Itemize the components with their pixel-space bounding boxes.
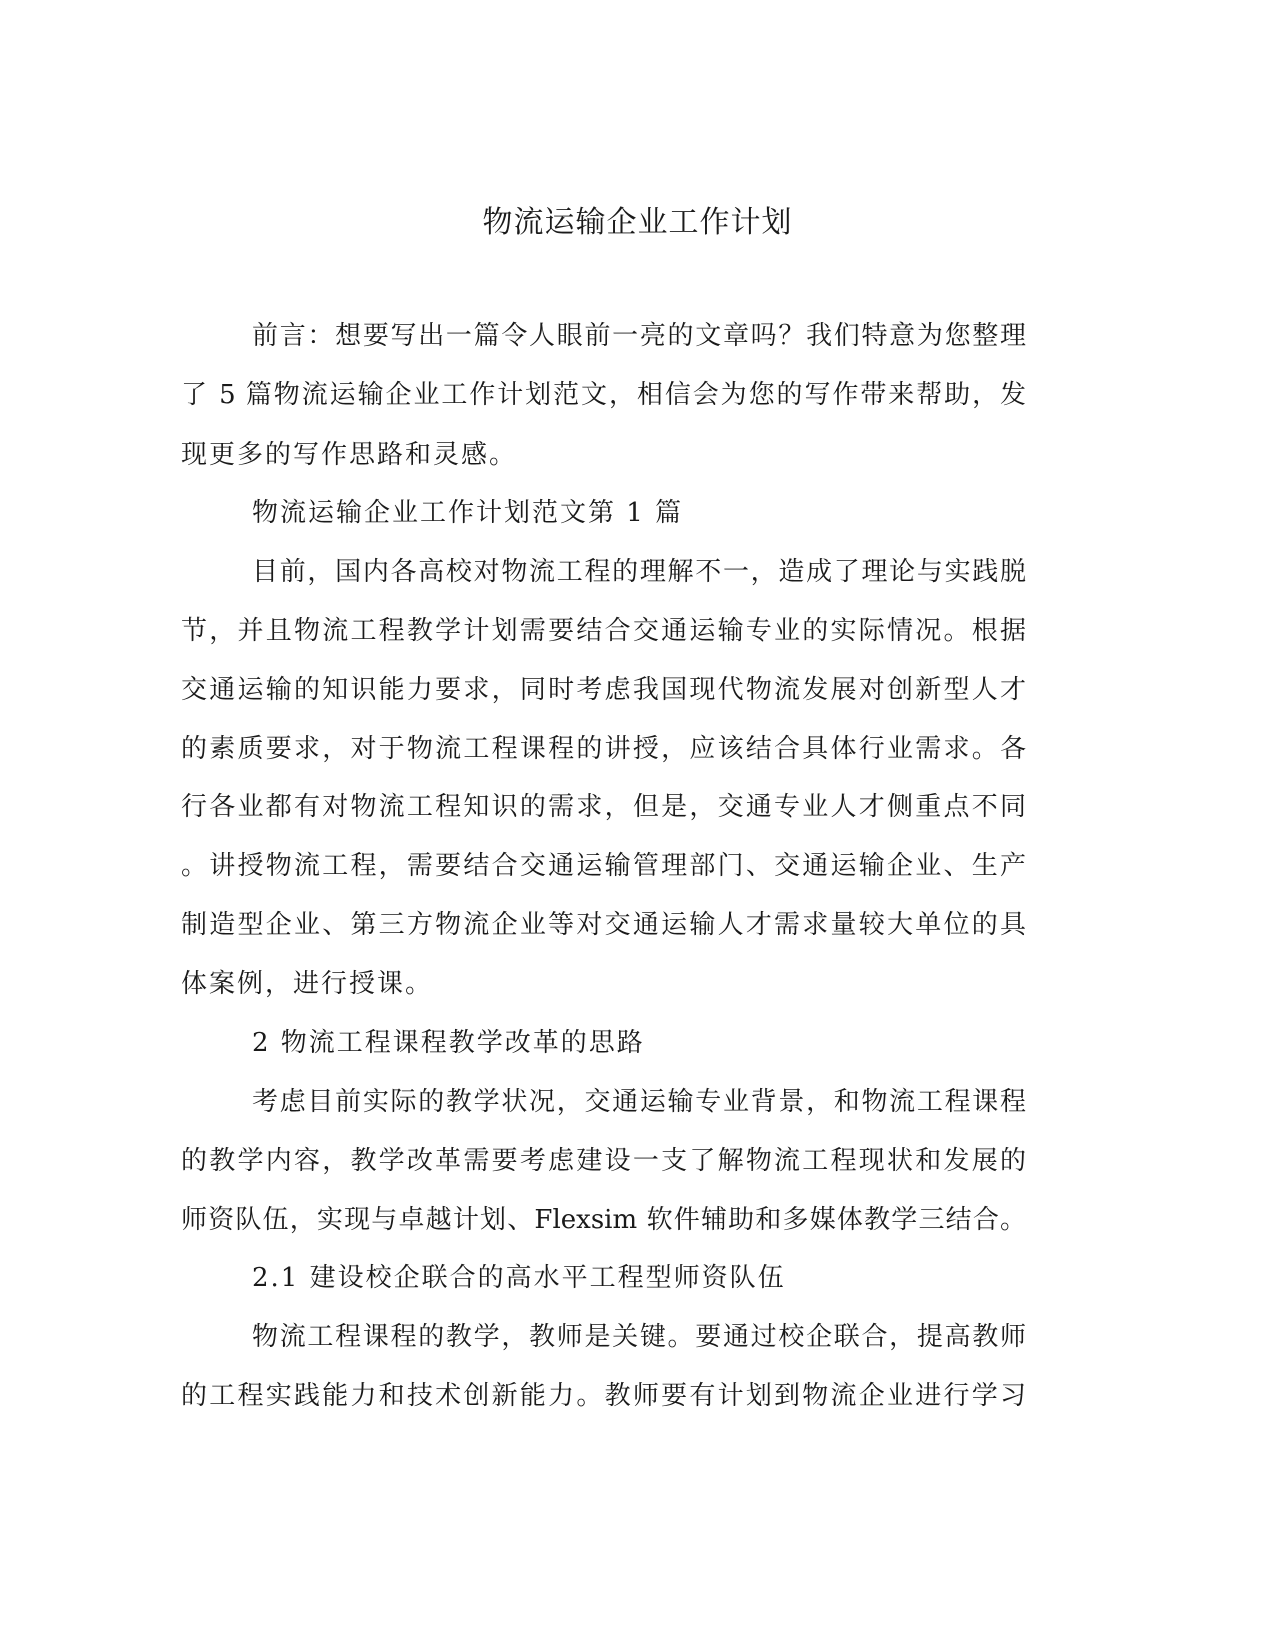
paragraph-line: 的工程实践能力和技术创新能力。教师要有计划到物流企业进行学习	[181, 1381, 1026, 1411]
paragraph-line: 的教学内容，教学改革需要考虑建设一支了解物流工程现状和发展的	[181, 1146, 1026, 1176]
document-title: 物流运输企业工作计划	[482, 205, 793, 240]
paragraph-line: 师资队伍，实现与卓越计划、Flexsim 软件辅助和多媒体教学三结合。	[181, 1205, 1026, 1235]
section-heading: 2 物流工程课程教学改革的思路	[252, 1028, 645, 1058]
paragraph-line: 行各业都有对物流工程知识的需求，但是，交通专业人才侧重点不同	[181, 792, 1026, 822]
paragraph-line: 。讲授物流工程，需要结合交通运输管理部门、交通运输企业、生产	[181, 851, 1026, 881]
paragraph-line: 现更多的写作思路和灵感。	[181, 440, 518, 470]
paragraph-line: 制造型企业、第三方物流企业等对交通运输人才需求量较大单位的具	[181, 910, 1026, 940]
paragraph-line: 目前，国内各高校对物流工程的理解不一，造成了理论与实践脱	[252, 557, 1026, 587]
paragraph-line: 物流工程课程的教学，教师是关键。要通过校企联合，提高教师	[252, 1322, 1026, 1352]
paragraph-line: 的素质要求，对于物流工程课程的讲授，应该结合具体行业需求。各	[181, 734, 1026, 764]
section-heading: 2.1 建设校企联合的高水平工程型师资队伍	[252, 1263, 786, 1293]
paragraph-line: 前言：想要写出一篇令人眼前一亮的文章吗？我们特意为您整理	[252, 321, 1026, 351]
paragraph-line: 交通运输的知识能力要求，同时考虑我国现代物流发展对创新型人才	[181, 675, 1026, 705]
paragraph-line: 了 5 篇物流运输企业工作计划范文，相信会为您的写作带来帮助，发	[181, 380, 1026, 410]
paragraph-line: 考虑目前实际的教学状况，交通运输专业背景，和物流工程课程	[252, 1087, 1026, 1117]
paragraph-line: 体案例，进行授课。	[181, 969, 434, 999]
section-heading: 物流运输企业工作计划范文第 1 篇	[252, 498, 684, 528]
paragraph-line: 节，并且物流工程教学计划需要结合交通运输专业的实际情况。根据	[181, 616, 1026, 646]
